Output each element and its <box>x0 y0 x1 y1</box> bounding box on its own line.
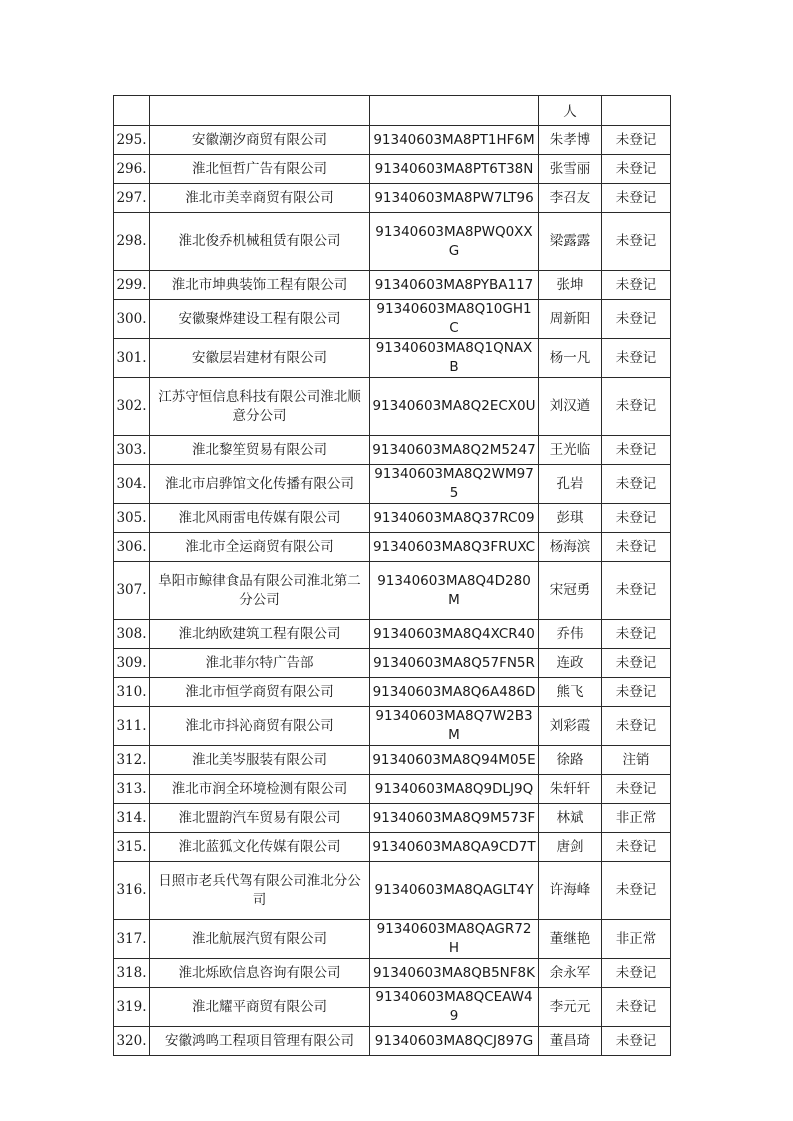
credit-code: 91340603MA8Q4XCR40 <box>370 620 539 649</box>
credit-code: 91340603MA8QAGR72H <box>370 920 539 959</box>
legal-person: 余永军 <box>539 959 602 988</box>
registration-table <box>113 95 671 1056</box>
legal-person: 周新阳 <box>539 300 602 339</box>
row-number: 306. <box>114 533 150 562</box>
credit-code: 91340603MA8Q2ECX0U <box>370 378 539 436</box>
row-number: 309. <box>114 649 150 678</box>
row-number: 303. <box>114 436 150 465</box>
table-row <box>114 562 671 620</box>
registration-status: 未登记 <box>602 1027 671 1056</box>
header-cell-name <box>150 96 370 126</box>
header-cell-person: 人 <box>539 96 602 126</box>
credit-code: 91340603MA8Q57FN5R <box>370 649 539 678</box>
legal-person: 朱孝博 <box>539 126 602 155</box>
credit-code: 91340603MA8QB5NF8K <box>370 959 539 988</box>
row-number: 320. <box>114 1027 150 1056</box>
company-name: 淮北市恒学商贸有限公司 <box>150 678 370 707</box>
row-number: 297. <box>114 184 150 213</box>
registration-status: 未登记 <box>602 833 671 862</box>
company-name: 淮北市全运商贸有限公司 <box>150 533 370 562</box>
row-number: 302. <box>114 378 150 436</box>
registration-status: 非正常 <box>602 804 671 833</box>
table-row <box>114 707 671 746</box>
legal-person: 董继艳 <box>539 920 602 959</box>
table-row <box>114 271 671 300</box>
row-number: 301. <box>114 339 150 378</box>
credit-code: 91340603MA8QA9CD7T <box>370 833 539 862</box>
table-row <box>114 862 671 920</box>
company-name: 淮北烁欧信息咨询有限公司 <box>150 959 370 988</box>
legal-person: 杨海滨 <box>539 533 602 562</box>
registration-status: 未登记 <box>602 213 671 271</box>
row-number: 299. <box>114 271 150 300</box>
company-name: 安徽潮汐商贸有限公司 <box>150 126 370 155</box>
legal-person: 林斌 <box>539 804 602 833</box>
credit-code: 91340603MA8Q4D280M <box>370 562 539 620</box>
table-row <box>114 436 671 465</box>
company-name: 淮北风雨雷电传媒有限公司 <box>150 504 370 533</box>
company-name: 淮北市润全环境检测有限公司 <box>150 775 370 804</box>
credit-code: 91340603MA8Q3FRUXC <box>370 533 539 562</box>
company-name: 淮北耀平商贸有限公司 <box>150 988 370 1027</box>
company-name: 淮北市美幸商贸有限公司 <box>150 184 370 213</box>
table-row <box>114 533 671 562</box>
table-row <box>114 678 671 707</box>
credit-code: 91340603MA8PYBA117 <box>370 271 539 300</box>
legal-person: 李元元 <box>539 988 602 1027</box>
header-cell-number <box>114 96 150 126</box>
table-row <box>114 988 671 1027</box>
registration-status: 未登记 <box>602 465 671 504</box>
table-row <box>114 746 671 775</box>
table-row <box>114 649 671 678</box>
registration-status: 未登记 <box>602 271 671 300</box>
company-name: 阜阳市鲸律食品有限公司淮北第二分公司 <box>150 562 370 620</box>
row-number: 304. <box>114 465 150 504</box>
credit-code: 91340603MA8Q9DLJ9Q <box>370 775 539 804</box>
registration-status: 未登记 <box>602 184 671 213</box>
registration-status: 未登记 <box>602 862 671 920</box>
registration-status: 未登记 <box>602 562 671 620</box>
legal-person: 董昌琦 <box>539 1027 602 1056</box>
legal-person: 刘彩霞 <box>539 707 602 746</box>
registration-status: 注销 <box>602 746 671 775</box>
header-cell-status <box>602 96 671 126</box>
company-name: 淮北黎笙贸易有限公司 <box>150 436 370 465</box>
credit-code: 91340603MA8QCJ897G <box>370 1027 539 1056</box>
legal-person: 宋冠勇 <box>539 562 602 620</box>
company-name: 淮北菲尔特广告部 <box>150 649 370 678</box>
table-row <box>114 155 671 184</box>
company-name: 安徽聚烨建设工程有限公司 <box>150 300 370 339</box>
company-name: 安徽鸿鸣工程项目管理有限公司 <box>150 1027 370 1056</box>
row-number: 318. <box>114 959 150 988</box>
company-name: 淮北俊乔机械租赁有限公司 <box>150 213 370 271</box>
legal-person: 张坤 <box>539 271 602 300</box>
credit-code: 91340603MA8QCEAW49 <box>370 988 539 1027</box>
registration-status: 未登记 <box>602 533 671 562</box>
table-row <box>114 775 671 804</box>
credit-code: 91340603MA8PT6T38N <box>370 155 539 184</box>
registration-status: 未登记 <box>602 959 671 988</box>
row-number: 300. <box>114 300 150 339</box>
registration-status: 未登记 <box>602 707 671 746</box>
credit-code: 91340603MA8QAGLT4Y <box>370 862 539 920</box>
legal-person: 彭琪 <box>539 504 602 533</box>
legal-person: 连政 <box>539 649 602 678</box>
registration-status: 未登记 <box>602 339 671 378</box>
table-row <box>114 504 671 533</box>
table-row <box>114 1027 671 1056</box>
company-name: 淮北纳欧建筑工程有限公司 <box>150 620 370 649</box>
legal-person: 朱轩轩 <box>539 775 602 804</box>
company-name: 江苏守恒信息科技有限公司淮北顺意分公司 <box>150 378 370 436</box>
legal-person: 许海峰 <box>539 862 602 920</box>
legal-person: 熊飞 <box>539 678 602 707</box>
credit-code: 91340603MA8PW7LT96 <box>370 184 539 213</box>
table-row <box>114 620 671 649</box>
table-row <box>114 300 671 339</box>
legal-person: 唐剑 <box>539 833 602 862</box>
registration-status: 未登记 <box>602 504 671 533</box>
table-row <box>114 804 671 833</box>
credit-code: 91340603MA8Q9M573F <box>370 804 539 833</box>
row-number: 316. <box>114 862 150 920</box>
row-number: 310. <box>114 678 150 707</box>
table-row <box>114 213 671 271</box>
row-number: 311. <box>114 707 150 746</box>
row-number: 296. <box>114 155 150 184</box>
legal-person: 梁露露 <box>539 213 602 271</box>
table-body <box>114 96 671 1056</box>
credit-code: 91340603MA8Q37RC09 <box>370 504 539 533</box>
table-row <box>114 959 671 988</box>
company-name: 淮北蓝狐文化传媒有限公司 <box>150 833 370 862</box>
registration-status: 未登记 <box>602 155 671 184</box>
registration-status: 非正常 <box>602 920 671 959</box>
registration-status: 未登记 <box>602 300 671 339</box>
registration-status: 未登记 <box>602 436 671 465</box>
legal-person: 李召友 <box>539 184 602 213</box>
row-number: 315. <box>114 833 150 862</box>
registration-status: 未登记 <box>602 649 671 678</box>
row-number: 298. <box>114 213 150 271</box>
row-number: 317. <box>114 920 150 959</box>
row-number: 305. <box>114 504 150 533</box>
legal-person: 刘汉遒 <box>539 378 602 436</box>
company-name: 淮北市抖沁商贸有限公司 <box>150 707 370 746</box>
legal-person: 杨一凡 <box>539 339 602 378</box>
legal-person: 张雪丽 <box>539 155 602 184</box>
row-number: 314. <box>114 804 150 833</box>
credit-code: 91340603MA8Q10GH1C <box>370 300 539 339</box>
legal-person: 乔伟 <box>539 620 602 649</box>
row-number: 312. <box>114 746 150 775</box>
row-number: 313. <box>114 775 150 804</box>
credit-code: 91340603MA8Q2M5247 <box>370 436 539 465</box>
company-name: 淮北市坤典装饰工程有限公司 <box>150 271 370 300</box>
table-row <box>114 378 671 436</box>
legal-person: 徐路 <box>539 746 602 775</box>
credit-code: 91340603MA8Q6A486D <box>370 678 539 707</box>
row-number: 319. <box>114 988 150 1027</box>
registration-status: 未登记 <box>602 988 671 1027</box>
table-row <box>114 833 671 862</box>
credit-code: 91340603MA8Q2WM975 <box>370 465 539 504</box>
registration-status: 未登记 <box>602 775 671 804</box>
registration-status: 未登记 <box>602 378 671 436</box>
row-number: 308. <box>114 620 150 649</box>
credit-code: 91340603MA8PT1HF6M <box>370 126 539 155</box>
header-cell-code <box>370 96 539 126</box>
registration-status: 未登记 <box>602 620 671 649</box>
legal-person: 王光临 <box>539 436 602 465</box>
company-name: 淮北美岑服装有限公司 <box>150 746 370 775</box>
table-row <box>114 920 671 959</box>
table-row <box>114 184 671 213</box>
company-name: 淮北盟韵汽车贸易有限公司 <box>150 804 370 833</box>
legal-person: 孔岩 <box>539 465 602 504</box>
row-number: 307. <box>114 562 150 620</box>
credit-code: 91340603MA8Q1QNAXB <box>370 339 539 378</box>
table-row <box>114 465 671 504</box>
company-name: 淮北市启骅馆文化传播有限公司 <box>150 465 370 504</box>
credit-code: 91340603MA8PWQ0XXG <box>370 213 539 271</box>
row-number: 295. <box>114 126 150 155</box>
credit-code: 91340603MA8Q7W2B3M <box>370 707 539 746</box>
table-row <box>114 126 671 155</box>
table-row <box>114 339 671 378</box>
registration-status: 未登记 <box>602 678 671 707</box>
company-name: 日照市老兵代驾有限公司淮北分公司 <box>150 862 370 920</box>
company-name: 淮北恒哲广告有限公司 <box>150 155 370 184</box>
company-name: 安徽层岩建材有限公司 <box>150 339 370 378</box>
company-name: 淮北航展汽贸有限公司 <box>150 920 370 959</box>
header-row <box>114 96 671 126</box>
registration-status: 未登记 <box>602 126 671 155</box>
credit-code: 91340603MA8Q94M05E <box>370 746 539 775</box>
